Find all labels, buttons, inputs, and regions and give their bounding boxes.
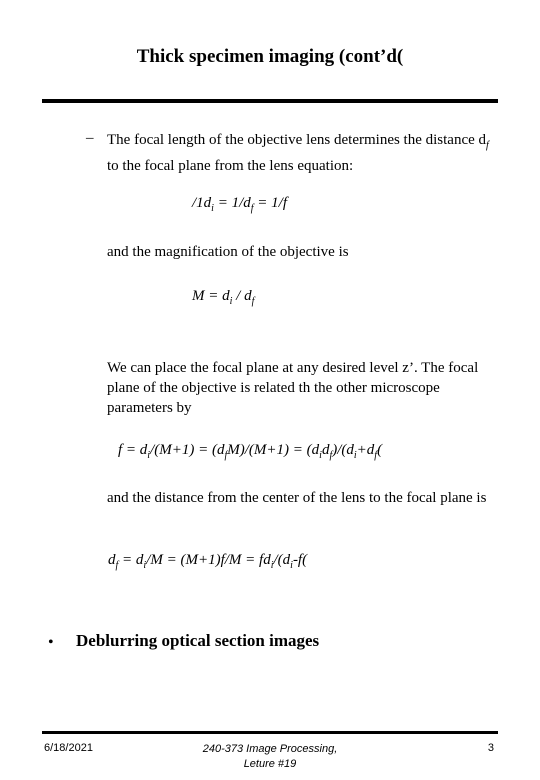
eq4-part: = d bbox=[118, 552, 144, 568]
eq4-sub: i bbox=[270, 560, 274, 571]
para1-tail: to the focal plane from the lens equation: bbox=[107, 158, 354, 174]
eq1-sub: f bbox=[250, 203, 254, 214]
eq4-part: /M = (M+1)f/M = fd bbox=[146, 552, 271, 568]
footer-course-line2: Leture #19 bbox=[243, 758, 297, 770]
eq3-part: ( bbox=[377, 442, 383, 458]
footer-page-number: 3 bbox=[487, 742, 494, 754]
eq4-sub: i bbox=[290, 560, 293, 571]
eq1-sub: i bbox=[211, 203, 214, 214]
eq3-sub: i bbox=[353, 450, 357, 461]
eq3-part: f = d bbox=[118, 442, 148, 458]
eq1-part: = 1/d bbox=[213, 195, 251, 211]
para1-sub: f bbox=[486, 140, 489, 151]
eq3-part: M)/(M+1) = (d bbox=[227, 442, 320, 458]
equation-magnification bbox=[192, 288, 254, 307]
eq4-sub: f bbox=[115, 560, 119, 571]
paragraph-focal-length bbox=[107, 130, 497, 176]
footer-divider bbox=[42, 731, 498, 734]
eq3-sub: i bbox=[147, 450, 151, 461]
eq3-sub: f bbox=[329, 450, 333, 461]
bullet-heading: Deblurring optical section images bbox=[76, 631, 320, 650]
paragraph-magnification: and the magnification of the objective is bbox=[107, 244, 349, 260]
eq3-sub: i bbox=[319, 450, 322, 461]
dash-marker: – bbox=[86, 130, 94, 146]
eq2-part: / d bbox=[232, 288, 252, 304]
equation-distance bbox=[108, 552, 307, 571]
eq3-part: )/(d bbox=[332, 442, 354, 458]
slide-title: Thick specimen imaging (cont’d( bbox=[136, 46, 404, 67]
para1-text: The focal length of the objective lens determines the distance d bbox=[107, 132, 487, 148]
title-divider bbox=[42, 99, 498, 103]
eq3-part: /(M+1) = (d bbox=[150, 442, 225, 458]
eq3-part: d bbox=[321, 442, 330, 458]
equation-focal-length bbox=[118, 442, 382, 461]
eq4-part: -f( bbox=[292, 552, 308, 568]
eq4-part: d bbox=[108, 552, 116, 568]
eq2-part: M = d bbox=[192, 288, 230, 304]
eq1-part: /1d bbox=[192, 195, 212, 211]
paragraph-distance: and the distance from the center of the lens to the focal plane is bbox=[107, 490, 487, 506]
paragraph-focal-plane: We can place the focal plane at any desired level z’. The focal plane of the objective is related th the other microscope parameters by bbox=[107, 360, 479, 416]
eq4-part: /(d bbox=[273, 552, 291, 568]
eq3-sub: f bbox=[224, 450, 228, 461]
footer-course-line1: 240-373 Image Processing, bbox=[202, 743, 338, 755]
equation-lens bbox=[192, 195, 287, 214]
bullet-marker: • bbox=[48, 634, 54, 651]
eq3-sub: f bbox=[374, 450, 378, 461]
eq2-sub: i bbox=[229, 296, 233, 307]
footer-course bbox=[170, 742, 370, 772]
eq3-part: +d bbox=[356, 442, 375, 458]
eq1-part: = 1/f bbox=[253, 195, 287, 211]
footer-date: 6/18/2021 bbox=[44, 742, 93, 754]
eq2-sub: f bbox=[251, 296, 255, 307]
eq4-sub: i bbox=[143, 560, 147, 571]
